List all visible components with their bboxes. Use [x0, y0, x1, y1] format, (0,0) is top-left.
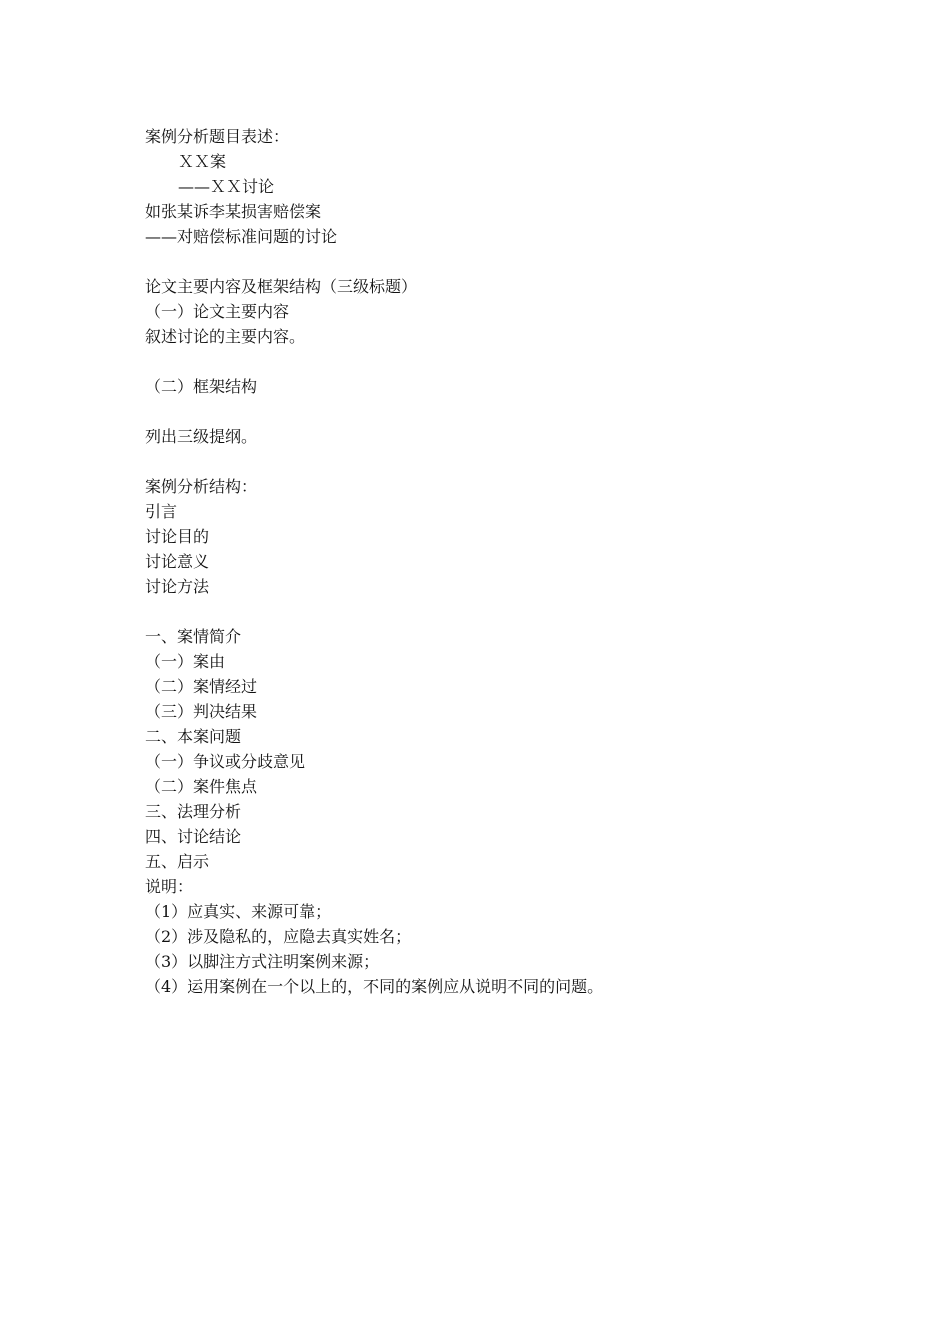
structure-outline-item: 五、启示 [145, 852, 210, 871]
template-title: ＸＸ案 [178, 152, 227, 171]
spacer [145, 249, 845, 274]
note-item: （3）以脚注方式注明案例来源； [145, 952, 380, 971]
structure-outline-item: （一）争议或分歧意见 [145, 752, 306, 771]
structure-outline-item: 二、本案问题 [145, 727, 242, 746]
structure-outline-item: （二）案情经过 [145, 677, 258, 696]
outline-section-heading: 论文主要内容及框架结构（三级标题） [145, 277, 418, 296]
spacer [145, 399, 845, 424]
spacer [145, 449, 845, 474]
outline-part2-body: 列出三级提纲。 [145, 427, 258, 446]
structure-outline-item: （二）案件焦点 [145, 777, 258, 796]
spacer [145, 599, 845, 624]
structure-intro-item: 讨论方法 [145, 577, 210, 596]
outline-part2-heading: （二）框架结构 [145, 377, 258, 396]
example-title: 如张某诉李某损害赔偿案 [145, 202, 322, 221]
structure-outline-item: （三）判决结果 [145, 702, 258, 721]
structure-intro-item: 讨论意义 [145, 552, 210, 571]
notes-section-heading: 说明： [145, 877, 194, 896]
note-item: （2）涉及隐私的，应隐去真实姓名； [145, 927, 412, 946]
document-body [145, 124, 845, 999]
structure-outline-item: （一）案由 [145, 652, 226, 671]
note-item: （1）应真实、来源可靠； [145, 902, 332, 921]
title-section-heading: 案例分析题目表述： [145, 127, 290, 146]
structure-outline-item: 一、案情简介 [145, 627, 242, 646]
template-subtitle: ——ＸＸ讨论 [178, 177, 275, 196]
structure-intro-item: 引言 [145, 502, 178, 521]
structure-section-heading: 案例分析结构： [145, 477, 258, 496]
example-subtitle: ——对赔偿标准问题的讨论 [145, 227, 338, 246]
structure-intro-item: 讨论目的 [145, 527, 210, 546]
structure-outline-item: 三、法理分析 [145, 802, 242, 821]
outline-part1-body: 叙述讨论的主要内容。 [145, 327, 306, 346]
note-item: （4）运用案例在一个以上的，不同的案例应从说明不同的问题。 [145, 977, 604, 996]
spacer [145, 349, 845, 374]
structure-outline-item: 四、讨论结论 [145, 827, 242, 846]
outline-part1-heading: （一）论文主要内容 [145, 302, 290, 321]
